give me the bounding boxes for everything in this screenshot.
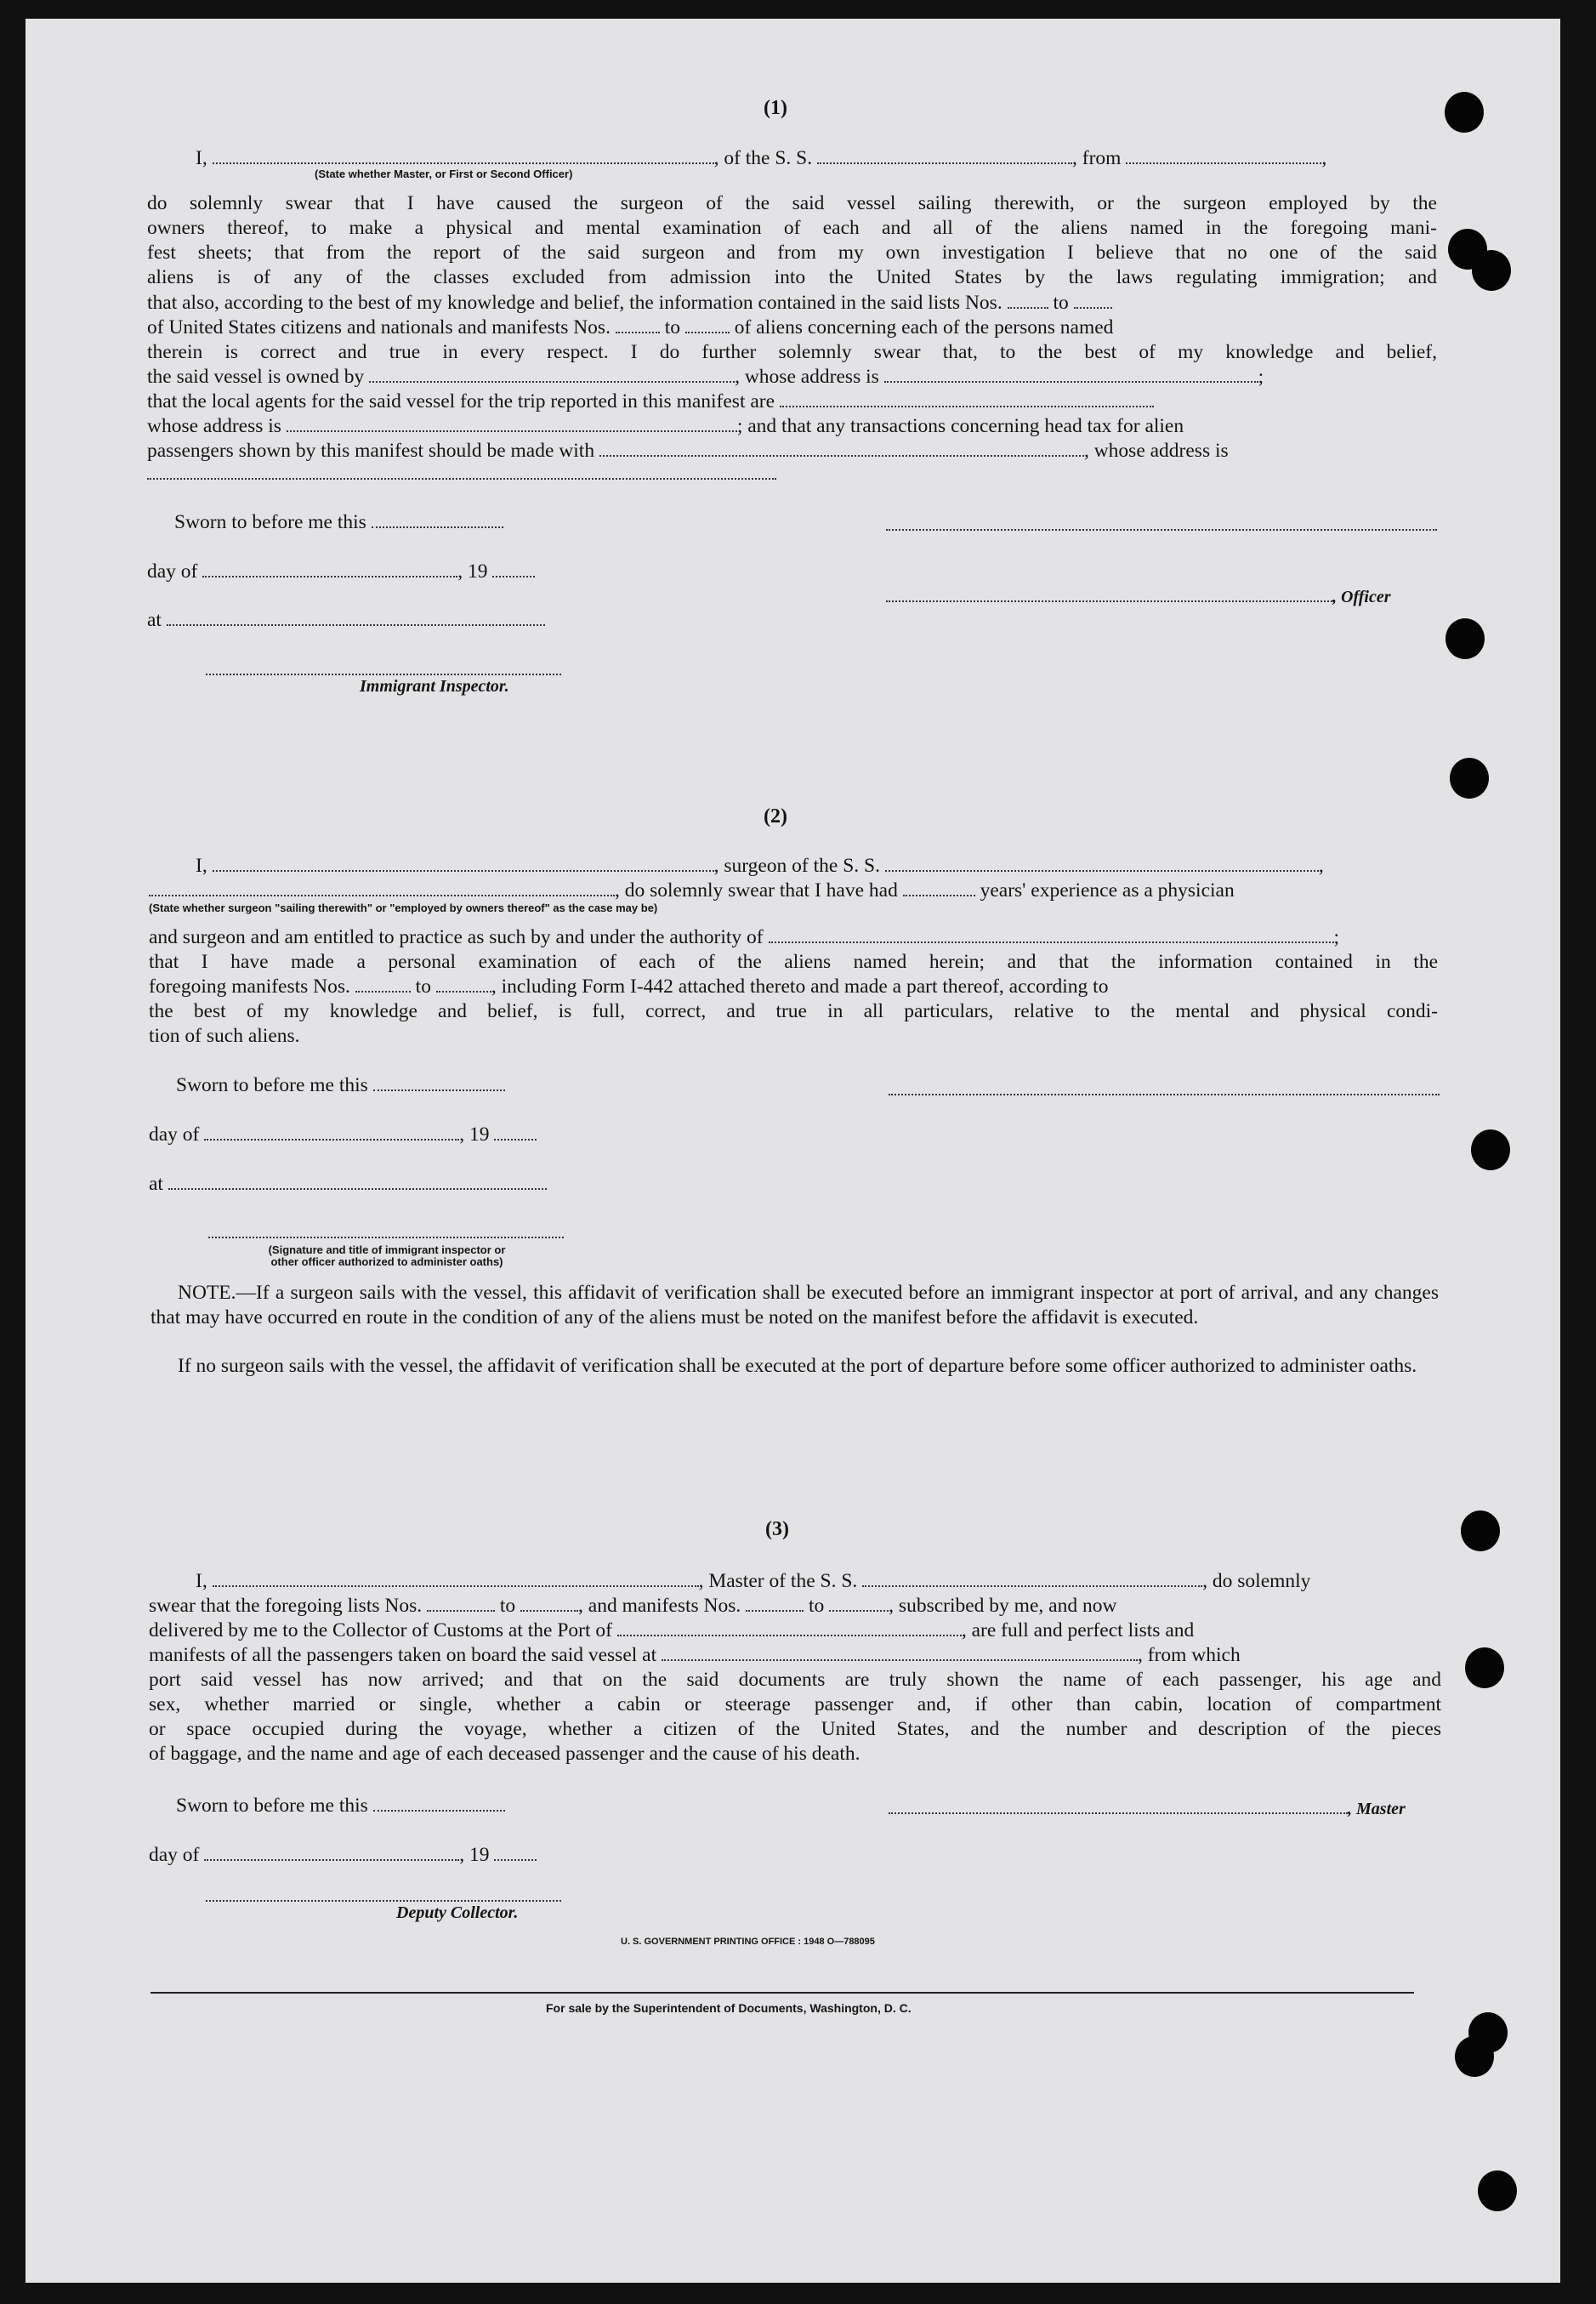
form-page <box>26 19 1560 2283</box>
text: Sworn to before me this <box>176 1074 368 1096</box>
instruction-note: (State whether Master, or First or Second Officer) <box>315 168 573 180</box>
text: , 19 <box>457 560 488 583</box>
oath1-line10 <box>147 414 1184 438</box>
text: to <box>415 976 431 998</box>
text: , are full and perfect lists and <box>961 1619 1195 1641</box>
text: delivered by me to the Collector of Customs at the Port of <box>149 1619 612 1641</box>
signature-line <box>886 529 1437 531</box>
text: passengers shown by this manifest should be made with <box>147 440 595 462</box>
punch-hole <box>1445 92 1484 133</box>
text: , from which <box>1138 1644 1241 1666</box>
text: , <box>1321 147 1327 169</box>
signature-line <box>889 1094 1440 1095</box>
printing-office-line: U. S. GOVERNMENT PRINTING OFFICE : 1948 O—788095 <box>621 1937 875 1947</box>
text: whose address is <box>147 415 281 437</box>
oath3-line1 <box>196 1569 1310 1593</box>
master-line <box>889 1796 1406 1821</box>
oath2-line3 <box>149 925 1339 949</box>
text: swear that the foregoing lists Nos. <box>149 1595 423 1617</box>
oath1-text-line: therein is correct and true in every respect. I do further solemnly swear that, to the best of my knowledge and belief, <box>147 341 1437 363</box>
text: that also, according to the best of my knowledge and belief, the information contained in the said lists Nos. <box>147 292 1002 314</box>
oath1-line8 <box>147 365 1264 389</box>
text: , do solemnly <box>1202 1570 1311 1592</box>
oath3-text-line: port said vessel has now arrived; and that on the said documents are truly shown the name of each passenger, his age and <box>149 1669 1441 1691</box>
text: Sworn to before me this <box>174 511 366 533</box>
signature-line <box>208 1237 564 1238</box>
text: , whose address is <box>1083 440 1229 462</box>
text: of United States citizens and nationals and manifests Nos. <box>147 316 611 338</box>
signature-line <box>206 674 561 675</box>
oath1-line1 <box>196 146 1326 170</box>
sworn-line <box>174 510 503 534</box>
text: Sworn to before me this <box>176 1795 368 1817</box>
section-number: (1) <box>764 97 787 119</box>
oath3-line4 <box>149 1643 1241 1667</box>
officer-line <box>886 584 1391 609</box>
text: , of the S. S. <box>713 147 813 169</box>
text: day of <box>147 560 198 583</box>
text: , including Form I-442 attached thereto and made a part thereof, according to <box>491 976 1109 998</box>
punch-hole <box>1471 1129 1510 1170</box>
text: I, <box>196 855 207 877</box>
punch-hole <box>1461 1510 1500 1551</box>
text: day of <box>149 1124 200 1146</box>
oath3-line3 <box>149 1618 1194 1642</box>
text: , surgeon of the S. S. <box>713 855 880 877</box>
punch-hole <box>1455 2036 1494 2077</box>
text: to <box>809 1595 825 1617</box>
oath2-text-line: tion of such aliens. <box>149 1025 300 1047</box>
oath1-text-line: aliens is of any of the classes excluded from admission into the United States by the laws regulating immigration; and <box>147 266 1437 288</box>
punch-hole <box>1472 250 1511 291</box>
officer-caption: , Officer <box>1332 588 1391 606</box>
text: , and manifests Nos. <box>578 1595 741 1617</box>
punch-hole <box>1445 618 1485 659</box>
text: , do solemnly swear that I have had <box>615 879 898 902</box>
oath1-line5 <box>147 291 1112 315</box>
oath1-text-line: do solemnly swear that I have caused the surgeon of the said vessel sailing therewith, or the surgeon employed by the <box>147 192 1437 214</box>
oath3-line2 <box>149 1594 1116 1618</box>
oath3-text-line: sex, whether married or single, whether a cabin or steerage passenger and, if other than cabin, location of compartment <box>149 1693 1441 1715</box>
text: ; <box>1258 366 1264 388</box>
oath1-line6 <box>147 316 1113 339</box>
immigrant-inspector-caption: Immigrant Inspector. <box>360 677 509 696</box>
oath2-line2 <box>149 879 1235 902</box>
note-paragraph: NOTE.—If a surgeon sails with the vessel, this affidavit of verification shall be executed before an immigrant inspector at port of arrival, and any changes that may have occurred en route in the condition of any of the aliens must be noted on the manifest before the affidavit is executed. <box>151 1282 1439 1328</box>
punch-hole <box>1478 2170 1517 2211</box>
blank-line <box>147 478 776 480</box>
day-of-line <box>147 560 535 583</box>
text: , 19 <box>459 1124 490 1146</box>
text: to <box>499 1595 516 1617</box>
section-number: (2) <box>764 805 787 828</box>
at-line <box>149 1172 547 1196</box>
day-of-line <box>149 1123 537 1146</box>
text: manifests of all the passengers taken on board the said vessel at <box>149 1644 657 1666</box>
text: ; <box>1333 926 1340 948</box>
text: , Master of the S. S. <box>698 1570 858 1592</box>
at-line <box>147 608 545 632</box>
section-number: (3) <box>765 1518 789 1540</box>
day-of-line <box>149 1843 537 1867</box>
oath1-line9 <box>147 390 1154 413</box>
signature-line <box>206 1900 561 1902</box>
text: I, <box>196 147 207 169</box>
text: , from <box>1072 147 1122 169</box>
divider-rule <box>151 1992 1414 1994</box>
text: that the local agents for the said vessel for the trip reported in this manifest are <box>147 390 775 412</box>
oath2-text-line: that I have made a personal examination of each of the aliens named herein; and that the information contained in the <box>149 951 1438 973</box>
signature-caption: (Signature and title of immigrant inspector or <box>268 1243 506 1256</box>
punch-hole <box>1450 758 1489 799</box>
text: and surgeon and am entitled to practice as such by and under the authority of <box>149 926 764 948</box>
text: at <box>147 609 162 631</box>
sworn-line <box>176 1794 505 1818</box>
text: of aliens concerning each of the persons named <box>734 316 1114 338</box>
oath2-line5 <box>149 975 1108 998</box>
oath2-line1 <box>196 854 1324 878</box>
text: I, <box>196 1570 207 1592</box>
oath2-text-line: the best of my knowledge and belief, is full, correct, and true in all particulars, relative to the mental and physical condi- <box>149 1000 1438 1022</box>
oath1-text-line: fest sheets; that from the report of the said surgeon and from my own investigation I believe that no one of the said <box>147 242 1437 264</box>
oath1-line11 <box>147 439 1229 463</box>
text: ; and that any transactions concerning head tax for alien <box>736 415 1184 437</box>
instruction-note: (State whether surgeon "sailing therewith" or "employed by owners thereof" as the case may be) <box>149 902 658 914</box>
text: to <box>664 316 680 338</box>
text: , 19 <box>459 1844 490 1866</box>
text: , subscribed by me, and now <box>889 1595 1117 1617</box>
oath3-text-line: of baggage, and the name and age of each deceased passenger and the cause of his death. <box>149 1743 860 1765</box>
deputy-collector-caption: Deputy Collector. <box>396 1903 519 1922</box>
text: foregoing manifests Nos. <box>149 976 350 998</box>
note-paragraph: If no surgeon sails with the vessel, the affidavit of verification shall be executed at the port of departure before some officer authorized to administer oaths. <box>178 1355 1417 1377</box>
sworn-line <box>176 1073 505 1097</box>
text: at <box>149 1173 163 1195</box>
text: to <box>1053 292 1069 314</box>
text: day of <box>149 1844 200 1866</box>
text: years' experience as a physician <box>980 879 1235 902</box>
signature-caption: other officer authorized to administer oaths) <box>270 1255 503 1268</box>
oath3-text-line: or space occupied during the voyage, whether a citizen of the United States, and the number and description of the pieces <box>149 1718 1441 1740</box>
master-caption: , Master <box>1348 1800 1406 1818</box>
punch-hole <box>1465 1647 1504 1688</box>
oath1-text-line: owners thereof, to make a physical and mental examination of each and all of the aliens named in the foregoing mani- <box>147 217 1437 239</box>
text: the said vessel is owned by <box>147 366 365 388</box>
sale-notice: For sale by the Superintendent of Documents, Washington, D. C. <box>546 2001 912 2015</box>
text: , whose address is <box>735 366 879 388</box>
text: , <box>1318 855 1324 877</box>
